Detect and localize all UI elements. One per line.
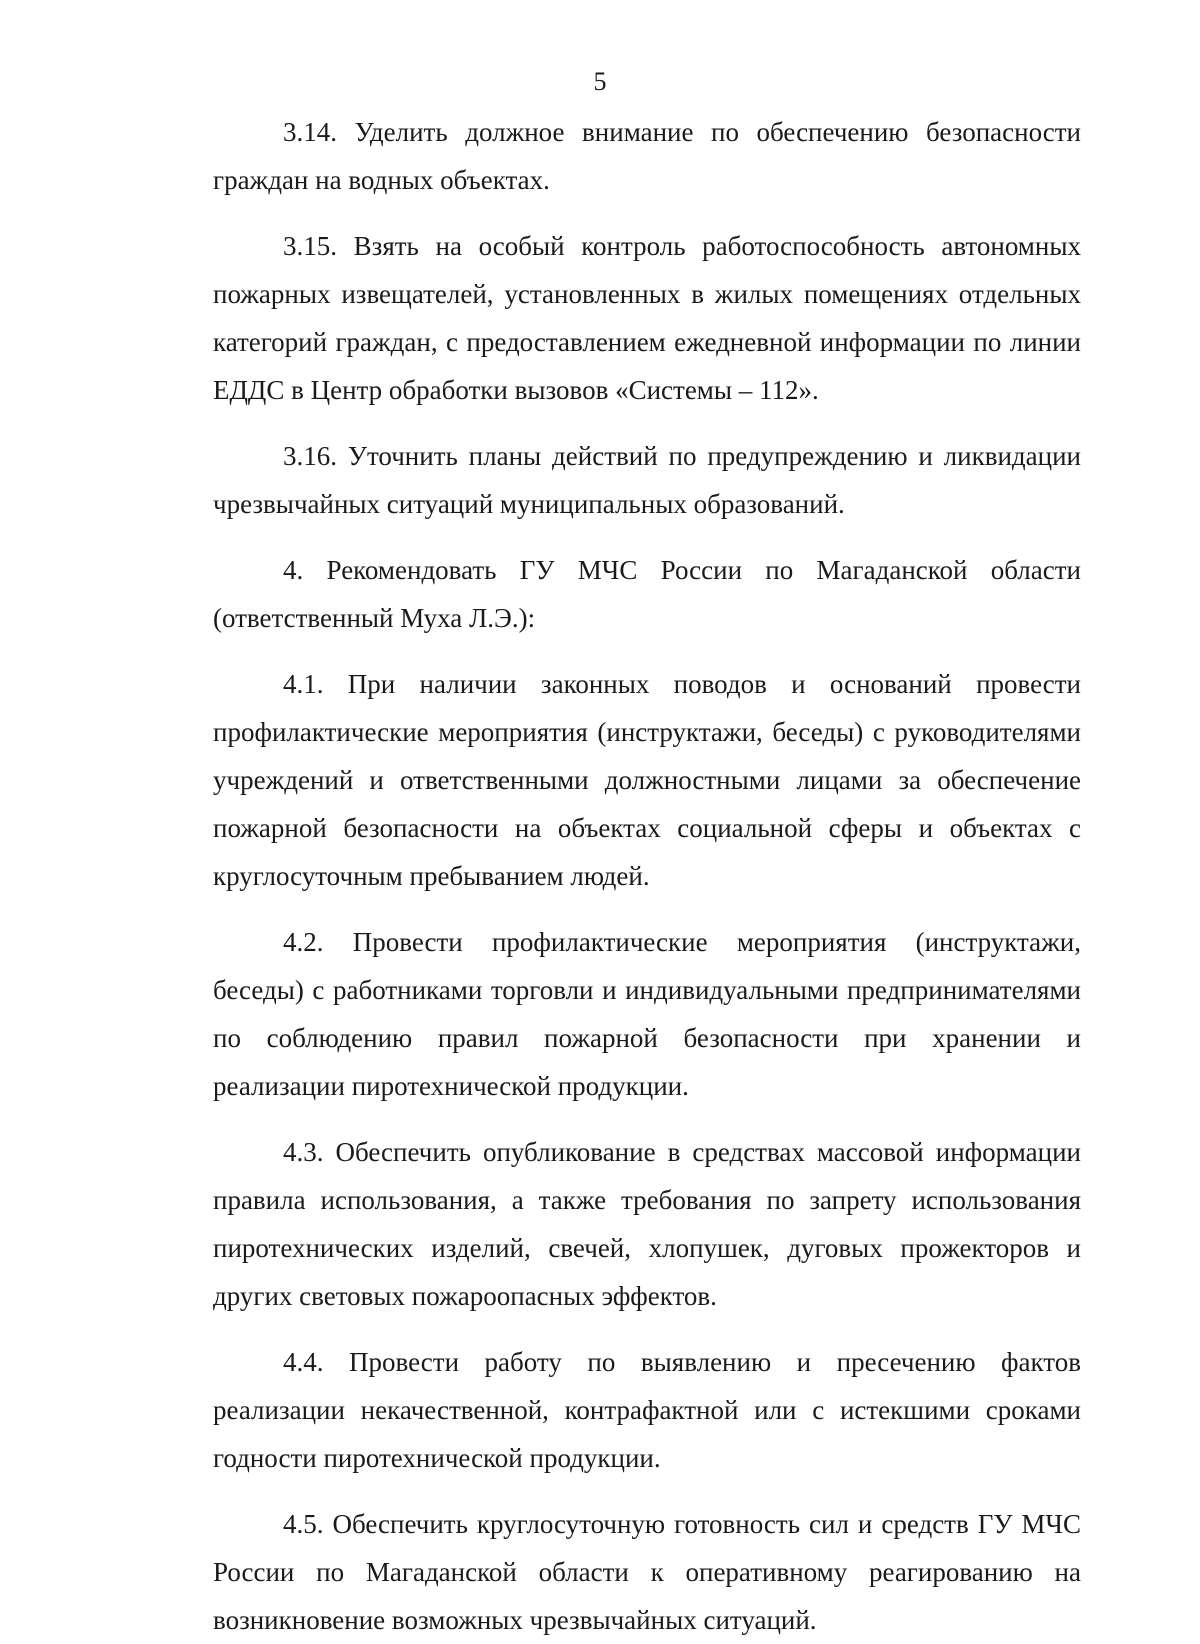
paragraph-3-16: 3.16. Уточнить планы действий по предупреждению и ликвидации чрезвычайных ситуаций муниципальных образований. bbox=[213, 441, 1081, 519]
paragraph-4-2: 4.2. Провести профилактические мероприятия (инструктажи, беседы) с работниками торговли и индивидуальными предпринимателями по соблюдению правил пожарной безопасности при хранении и реализации пиротехнической продукции. bbox=[213, 927, 1081, 1101]
paragraph-4-4: 4.4. Провести работу по выявлению и пресечению фактов реализации некачественной, контрафактной или с истекшими сроками годности пиротехнической продукции. bbox=[213, 1347, 1081, 1473]
paragraph-3-14: 3.14. Уделить должное внимание по обеспечению безопасности граждан на водных объектах. bbox=[213, 117, 1081, 195]
document-body bbox=[213, 108, 1081, 1644]
paragraph-4-5: 4.5. Обеспечить круглосуточную готовность сил и средств ГУ МЧС России по Магаданской области к оперативному реагированию на возникновение возможных чрезвычайных ситуаций. bbox=[213, 1509, 1081, 1635]
paragraph-4-1: 4.1. При наличии законных поводов и оснований провести профилактические мероприятия (инструктажи, беседы) с руководителями учреждений и ответственными должностными лицами за обеспечение пожарной безопасности на объектах социальной сферы и объектах с круглосуточным пребыванием людей. bbox=[213, 669, 1081, 891]
paragraph-3-15: 3.15. Взять на особый контроль работоспособность автономных пожарных извещателей, установленных в жилых помещениях отдельных категорий граждан, с предоставлением ежедневной информации по линии ЕДДС в Центр обработки вызовов «Системы – 112». bbox=[213, 231, 1081, 405]
page-number: 5 bbox=[593, 67, 607, 96]
paragraph-4-3: 4.3. Обеспечить опубликование в средствах массовой информации правила использования, а также требования по запрету использования пиротехнических изделий, свечей, хлопушек, дуговых прожекторов и других световых пожароопасных эффектов. bbox=[213, 1137, 1081, 1311]
paragraph-4: 4. Рекомендовать ГУ МЧС России по Магаданской области (ответственный Муха Л.Э.): bbox=[213, 555, 1081, 633]
